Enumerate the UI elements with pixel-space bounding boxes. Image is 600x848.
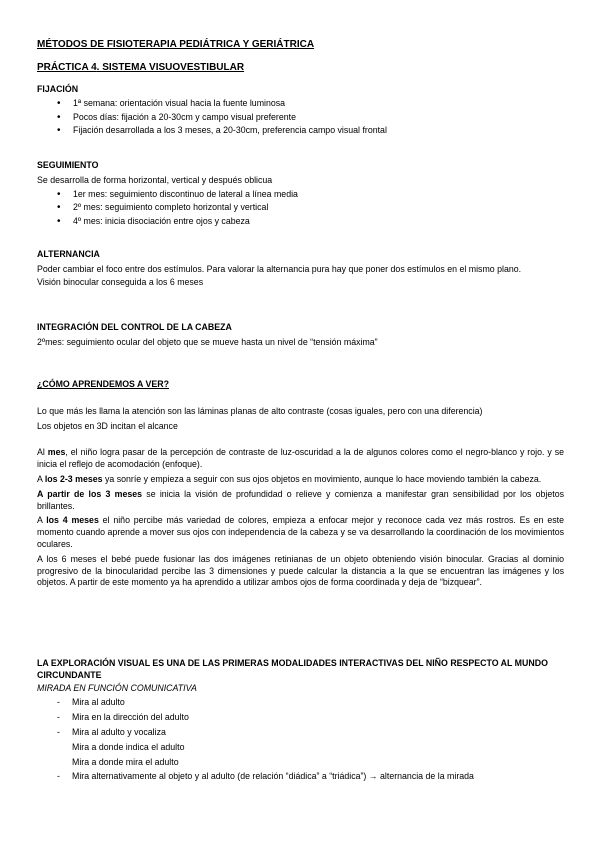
fijacion-heading: FIJACIÓN (37, 84, 79, 94)
practice-title: . SISTEMA VISUOVESTIBULAR (96, 62, 245, 73)
exploracion-subheading: MIRADA EN FUNCIÓN COMUNICATIVA (37, 682, 197, 693)
text-run: se inicia la visión de profundidad o relieve y comienza a manifestar gran sensibilidad por los objetos brillantes. (37, 488, 564, 511)
list-item: • Fijación desarrollada a los 3 meses, a 20-30cm, preferencia campo visual frontal (37, 125, 564, 137)
integracion-text: 2ºmes: seguimiento ocular del objeto que se mueve hasta un nivel de “tensión máxima” (37, 336, 378, 347)
alternancia-binocular: Visión binocular conseguida a los 6 meses (37, 276, 204, 287)
aprendemos-heading: ¿CÓMO APRENDEMOS A VER? (37, 379, 169, 389)
section-fijacion (37, 84, 564, 137)
emphasis: mes (47, 447, 66, 458)
section-alternancia (37, 249, 564, 288)
paragraph-3-meses (37, 489, 564, 513)
alternancia-heading: ALTERNANCIA (37, 249, 100, 259)
text-run: , el niño logra pasar de la percepción de contraste de luz-oscuridad a la de algunos colores como el negro-blanco y rojo. y se inicia el reflejo de acomodación (enfoque). (37, 447, 564, 470)
text-run: el niño percibe más variedad de colores, empieza a enfocar mejor y reconoce cada vez más rostros. Es en este momento cuando aprende a mover sus ojos con independencia de la cabeza y se va desarrollando la coordinación de los movimientos oculares. (37, 515, 564, 549)
list-item: • 4º mes: inicia disociación entre ojos y cabeza (37, 216, 564, 228)
paragraph-2-3-meses (37, 474, 564, 486)
section-aprendemos (37, 379, 564, 589)
list-item: - Mira en la dirección del adulto (37, 712, 564, 724)
seguimiento-list (37, 189, 564, 228)
integracion-heading: INTEGRACIÓN DEL CONTROL DE LA CABEZA (37, 322, 232, 332)
list-item: Mira a donde indica el adulto (72, 741, 185, 752)
list-item: • 2º mes: seguimiento completo horizontal y vertical (37, 202, 564, 214)
aprendemos-intro-1: Lo que más les llama la atención son las láminas planas de alto contraste (cosas iguales, pero con una diferencia) (37, 405, 483, 416)
fijacion-list (37, 98, 564, 137)
list-item: - Mira al adulto (37, 697, 564, 709)
text-run: ya sonríe y empieza a seguir con sus ojos objetos en movimiento, aunque lo hace moviendo también la cabeza. (102, 473, 542, 484)
paragraph-4-meses (37, 515, 564, 550)
list-item: - Mira alternativamente al objeto y al adulto (de relación “diádica” a “triádica”) → alternancia de la mirada (37, 771, 564, 783)
section-exploracion (37, 658, 564, 783)
practice-heading (37, 61, 564, 74)
section-seguimiento (37, 160, 564, 228)
paragraph-mes (37, 447, 564, 471)
seguimiento-intro: Se desarrolla de forma horizontal, vertical y después oblicua (37, 174, 273, 185)
text-run: A (37, 473, 45, 484)
emphasis: los 2-3 meses (44, 473, 103, 484)
text-run: Al (37, 447, 48, 458)
exploracion-list (37, 697, 564, 783)
aprendemos-intro-2: Los objetos en 3D incitan el alcance (37, 420, 178, 431)
list-item: • 1er mes: seguimiento discontinuo de lateral a línea media (37, 189, 564, 201)
practice-label: PRÁCTICA 4 (37, 62, 97, 73)
alternancia-text: Poder cambiar el foco entre dos estímulos. Para valorar la alternancia pura hay que poner dos estímulos en el mismo plano. (37, 263, 522, 274)
list-item: • Pocos días: fijación a 20-30cm y campo visual preferente (37, 112, 564, 124)
seguimiento-heading: SEGUIMIENTO (37, 160, 99, 170)
list-item: Mira a donde mira el adulto (72, 756, 179, 767)
list-item: • 1ª semana: orientación visual hacia la fuente luminosa (37, 98, 564, 110)
list-item: - Mira al adulto y vocaliza (37, 727, 564, 739)
document-title: MÉTODOS DE FISIOTERAPIA PEDIÁTRICA Y GERIÁTRICA (37, 39, 315, 50)
paragraph-6-meses: A los 6 meses el bebé puede fusionar las dos imágenes retinianas de un objeto obteniendo visión binocular. Gracias al dominio progresivo de la binocularidad percibe las 3 dimensiones y puede calcular la distancia a la que se encuentran las imágenes y los objetos. A partir de este momento ya ha aprendido a utilizar ambos ojos de forma coordinada y deja de “bizquear”. (37, 553, 564, 588)
exploracion-heading: LA EXPLORACIÓN VISUAL ES UNA DE LAS PRIMERAS MODALIDADES INTERACTIVAS DEL NIÑO RESPECTO AL MUNDO CIRCUNDANTE (37, 658, 548, 680)
text-run: A (37, 515, 47, 526)
emphasis: los 4 meses (46, 515, 99, 526)
emphasis: A partir de los 3 meses (37, 488, 143, 499)
section-integracion (37, 322, 564, 349)
